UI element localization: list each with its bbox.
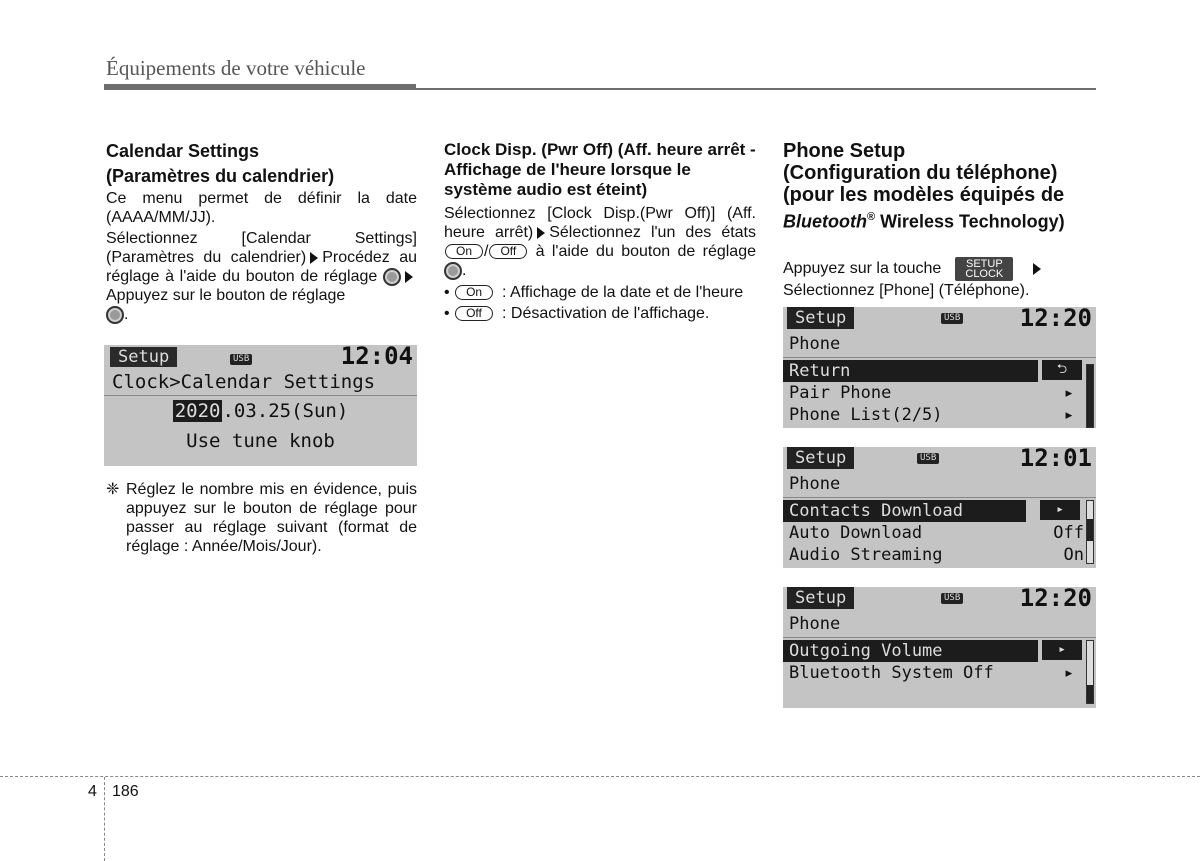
lcd-menu-item: Audio Streaming On — [789, 545, 1084, 565]
phone-lcd-screen-1 — [783, 304, 1096, 428]
note — [106, 480, 417, 556]
lcd-status-bar — [783, 584, 1096, 612]
note-symbol: ❈ — [106, 481, 120, 498]
section-subheading: (Configuration du téléphone) — [783, 162, 1058, 184]
text: à l'aide du bouton de réglage — [535, 243, 756, 260]
off-button-icon: Off — [455, 306, 493, 321]
lcd-menu-title: Phone — [783, 471, 1096, 498]
header-rule — [416, 88, 1096, 90]
section-heading: Clock Disp. (Pwr Off) (Aff. heure arrêt - Affichage de l'heure lorsque le système audio est éteint) — [444, 140, 756, 199]
lcd-menu-item: Pair Phone ▸ — [789, 383, 1074, 403]
lcd-menu-item: Return — [783, 360, 1038, 382]
chevron-right-icon: ▸ — [1040, 500, 1080, 520]
phone-lcd-screen-2 — [783, 444, 1096, 568]
clock-time: 12:01 — [1019, 444, 1092, 472]
year-highlight: 2020 — [174, 400, 221, 422]
lcd-status-bar — [783, 444, 1096, 472]
usb-icon: USB — [941, 593, 963, 604]
lcd-menu-title: Phone — [783, 611, 1096, 638]
text: Appuyez sur la touche — [783, 259, 942, 277]
arrow-right-icon — [537, 227, 545, 239]
instruction-paragraph — [783, 257, 1097, 300]
section-heading: Phone Setup — [783, 140, 906, 162]
instruction-paragraph — [106, 229, 417, 324]
return-icon: ⮌ — [1042, 360, 1082, 380]
page-number: 186 — [112, 783, 139, 800]
on-button-icon: On — [455, 285, 493, 300]
footer-rule — [0, 776, 1200, 777]
text: / — [484, 243, 489, 260]
note-text: Réglez le nombre mis en évidence, puis appuyez sur le bouton de réglage pour passer au réglage suivant (format de réglage : Année/Mois/Jour). — [126, 481, 417, 555]
off-description: : Désactivation de l'affichage. — [502, 305, 710, 322]
list-item — [444, 304, 756, 323]
lcd-date — [104, 396, 417, 426]
usb-icon: USB — [917, 453, 939, 464]
on-button-icon: On — [445, 244, 483, 259]
text: Procédez au réglage à l'aide du bouton de réglage — [106, 249, 417, 285]
arrow-right-icon — [1033, 263, 1041, 275]
section-subheading: (pour les modèles équipés de — [783, 184, 1065, 206]
calendar-settings-section — [106, 140, 417, 324]
text: . — [462, 262, 467, 279]
scrollbar — [1086, 364, 1094, 428]
date-value: .03.25(Sun) — [222, 400, 349, 422]
section-subheading: (Paramètres du calendrier) — [106, 166, 335, 186]
lcd-status-bar — [104, 342, 417, 370]
text: Appuyez sur le bouton de réglage — [106, 287, 346, 304]
lcd-menu-item: Auto Download Off — [789, 523, 1084, 543]
bullet: • On — [444, 283, 502, 302]
lcd-status-bar — [783, 304, 1096, 332]
setup-tag: Setup — [787, 587, 854, 609]
calendar-lcd-screen — [104, 342, 417, 466]
bluetooth-text: Bluetooth — [783, 211, 867, 232]
text: . — [124, 306, 129, 323]
note-block — [106, 470, 417, 556]
clock-display-section — [444, 140, 756, 323]
on-description: : Affichage de la date et de l'heure — [502, 284, 744, 301]
phone-setup-section — [783, 140, 1097, 300]
scrollbar — [1086, 640, 1094, 704]
lcd-menu-item: Phone List(2/5) ▸ — [789, 405, 1074, 425]
text: Sélectionnez [Calendar Settings] (Paramètres du calendrier) — [106, 230, 417, 266]
scrollbar — [1086, 500, 1094, 564]
clock-time: 12:20 — [1019, 304, 1092, 332]
lcd-hint: Use tune knob — [186, 430, 335, 452]
lcd-menu-item: Outgoing Volume — [783, 640, 1038, 662]
section-heading: Calendar Settings — [106, 141, 260, 161]
off-button-icon: Off — [489, 244, 527, 259]
usb-icon: USB — [230, 354, 252, 365]
footer-divider — [104, 777, 105, 861]
chevron-right-icon: ▸ — [1063, 405, 1074, 425]
header-bar — [104, 84, 416, 90]
text: Sélectionnez l'un des états — [549, 224, 756, 241]
paragraph: Ce menu permet de définir la date (AAAA/MM/JJ). — [106, 190, 417, 226]
tune-knob-icon — [444, 262, 462, 280]
usb-icon: USB — [941, 313, 963, 324]
setup-tag: Setup — [787, 447, 854, 469]
text: Wireless Technology) — [875, 211, 1065, 232]
lcd-path: Clock>Calendar Settings — [104, 369, 417, 396]
tune-knob-icon — [383, 268, 401, 286]
instruction-paragraph — [444, 204, 756, 280]
setting-value: On — [1063, 545, 1084, 565]
arrow-right-icon — [310, 252, 318, 264]
setup-clock-key-icon: SETUP CLOCK — [955, 257, 1013, 281]
list-item — [444, 283, 756, 302]
chevron-right-icon: ▸ — [1063, 383, 1074, 403]
text: Sélectionnez [Clock Disp.(Pwr Off)] (Aff. heure arrêt) — [444, 205, 756, 241]
setting-value: Off — [1053, 523, 1084, 543]
lcd-menu-item: Bluetooth System Off ▸ — [789, 663, 1074, 683]
text: Sélectionnez [Phone] (Téléphone). — [783, 281, 1030, 299]
chapter-number: 4 — [88, 783, 97, 800]
page-header-title: Équipements de votre véhicule — [106, 56, 366, 80]
arrow-right-icon — [405, 271, 413, 283]
clock-time: 12:04 — [340, 342, 413, 370]
tune-knob-icon — [106, 306, 124, 324]
chevron-right-icon: ▸ — [1063, 663, 1074, 683]
clock-time: 12:20 — [1019, 584, 1092, 612]
phone-lcd-screen-3 — [783, 584, 1096, 708]
setup-tag: Setup — [787, 307, 854, 329]
lcd-menu-item: Contacts Download — [783, 500, 1026, 522]
chevron-right-icon: ▸ — [1042, 640, 1082, 660]
registered-mark: ® — [866, 211, 876, 223]
bullet: • Off — [444, 304, 502, 323]
setup-tag: Setup — [110, 347, 177, 367]
section-subheading — [783, 206, 1097, 233]
lcd-menu-title: Phone — [783, 331, 1096, 358]
